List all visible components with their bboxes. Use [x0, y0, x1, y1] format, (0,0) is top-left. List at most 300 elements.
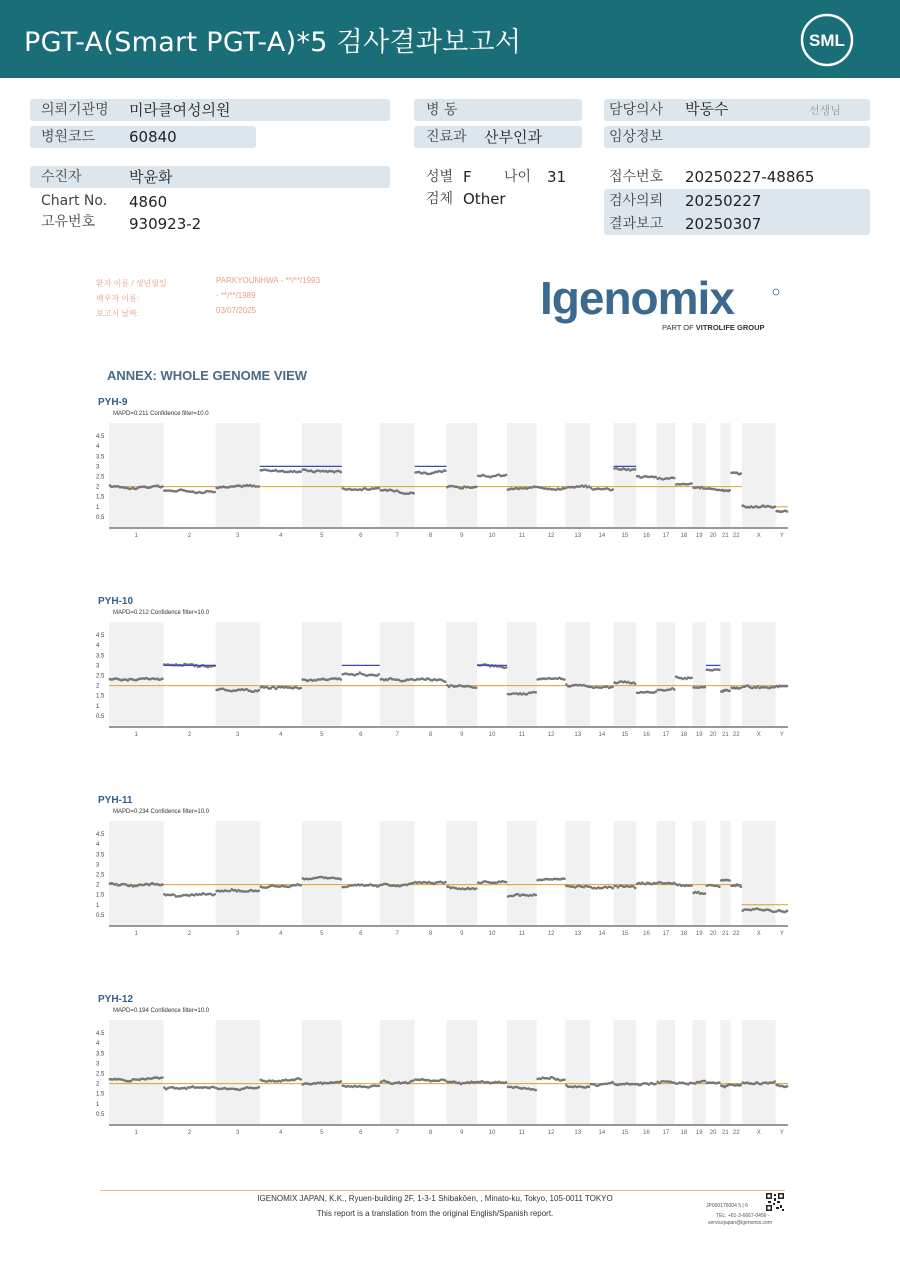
x-tick-label: 4 — [279, 931, 283, 937]
x-tick-label: 14 — [598, 533, 606, 539]
y-tick-label: 2 — [96, 683, 100, 690]
chromosome-band — [720, 423, 730, 527]
x-tick-label: 5 — [320, 533, 324, 539]
x-tick-label: 3 — [236, 1130, 240, 1136]
data-point — [704, 1080, 707, 1083]
sml-logo-icon — [800, 13, 854, 67]
data-point — [258, 890, 261, 893]
footer-divider — [100, 1190, 785, 1191]
x-tick-label: 18 — [680, 1130, 688, 1136]
data-point — [378, 673, 381, 676]
x-tick-label: 17 — [662, 1130, 670, 1136]
specimen-label: 검체 — [426, 191, 454, 207]
doctor-value: 박동수 — [685, 100, 729, 118]
x-tick-label: 16 — [643, 533, 650, 539]
sex-value: F — [463, 168, 472, 186]
x-tick-label: 15 — [621, 732, 629, 738]
x-tick-label: 16 — [643, 732, 650, 738]
x-tick-label: X — [756, 931, 761, 937]
y-tick-label: 4 — [96, 444, 100, 451]
y-tick-label: 3.5 — [96, 1051, 105, 1058]
data-point — [505, 881, 508, 884]
x-tick-label: 6 — [359, 931, 363, 937]
report-date-label: 결과보고 — [609, 216, 664, 232]
y-tick-label: 3 — [96, 464, 100, 471]
y-tick-label: 2.5 — [96, 1071, 105, 1078]
sample-chart-pyh-10 — [96, 596, 796, 746]
x-tick-label: 5 — [320, 1130, 324, 1136]
receipt-label: 접수번호 — [609, 169, 664, 185]
x-tick-label: 9 — [460, 1130, 464, 1136]
x-tick-label: 12 — [547, 732, 555, 738]
x-tick-label: 18 — [680, 931, 688, 937]
data-point — [773, 1080, 776, 1083]
igenomix-tagline-brand: VITROLIFE GROUP — [695, 323, 765, 332]
data-point — [340, 878, 343, 881]
footer-tel: TEL: +81-3-6667-0456 - — [716, 1213, 770, 1219]
x-tick-label: 5 — [320, 732, 324, 738]
x-tick-label: 8 — [428, 1130, 433, 1136]
y-tick-label: 1 — [96, 1101, 100, 1108]
partner-value: - **/**/1989 — [216, 291, 256, 300]
unique-no-label: 고유번호 — [41, 214, 96, 230]
chromosome-band — [565, 622, 590, 726]
x-tick-label: 19 — [695, 931, 703, 937]
chromosome-band — [302, 622, 342, 726]
data-point — [475, 887, 478, 890]
y-tick-label: 3.5 — [96, 454, 105, 461]
data-point — [534, 1089, 537, 1092]
chromosome-band — [742, 622, 776, 726]
y-tick-label: 2 — [96, 882, 100, 889]
footer-doc-code: JP000176004 5 | 6 — [706, 1203, 748, 1209]
x-tick-label: 9 — [460, 533, 464, 539]
chromosome-band — [657, 423, 675, 527]
chart-no-value: 4860 — [129, 193, 168, 211]
annex-title: ANNEX: WHOLE GENOME VIEW — [107, 368, 308, 383]
institution-label: 의뢰기관명 — [41, 102, 109, 118]
chromosome-band — [302, 423, 342, 527]
y-tick-label: 2 — [96, 484, 100, 491]
chromosome-band — [693, 821, 706, 925]
sample-mapd: MAPD=0.194 Confidence filter=10.0 — [113, 1008, 210, 1014]
x-tick-label: 9 — [460, 931, 464, 937]
x-tick-label: 15 — [621, 931, 629, 937]
doctor-suffix: 선생님 — [809, 104, 841, 117]
x-tick-label: 7 — [395, 533, 399, 539]
chromosome-band — [380, 1020, 415, 1124]
chromosome-band — [109, 622, 163, 726]
patient-row — [30, 166, 390, 188]
x-tick-label: 20 — [709, 931, 717, 937]
data-point — [563, 1079, 566, 1082]
doctor-label: 담당의사 — [609, 102, 664, 118]
x-tick-label: 13 — [574, 1130, 582, 1136]
x-tick-label: Y — [779, 931, 784, 937]
x-tick-label: 12 — [547, 931, 555, 937]
data-point — [258, 485, 261, 488]
data-point — [728, 690, 731, 693]
sample-mapd: MAPD=0.234 Confidence filter=10.0 — [113, 809, 210, 815]
x-tick-label: 8 — [428, 931, 433, 937]
y-tick-label: 2 — [96, 1081, 100, 1088]
chromosome-band — [565, 423, 590, 527]
sample-chart-pyh-9 — [96, 397, 796, 547]
y-tick-label: 2.5 — [96, 474, 105, 481]
unique-no-value: 930923-2 — [129, 215, 202, 233]
chromosome-band — [302, 821, 342, 925]
chromosome-band — [693, 423, 706, 527]
hospital-code-label: 병원코드 — [41, 129, 96, 145]
chromosome-band — [657, 622, 675, 726]
report-date-value: 20250307 — [685, 215, 762, 233]
chromosome-band — [109, 423, 163, 527]
y-tick-label: 1.5 — [96, 693, 105, 700]
x-tick-label: 6 — [359, 732, 363, 738]
x-tick-label: 2 — [187, 533, 192, 539]
header-bar — [0, 0, 900, 78]
age-label: 나이 — [504, 169, 532, 185]
x-tick-label: 3 — [236, 931, 240, 937]
y-tick-label: 4.5 — [96, 1031, 105, 1038]
footer-translation-note: This report is a translation from the original English/Spanish report. — [316, 1209, 554, 1218]
x-tick-label: 7 — [395, 1130, 399, 1136]
y-tick-label: 1 — [96, 703, 100, 710]
y-tick-label: 4.5 — [96, 832, 105, 839]
x-tick-label: 1 — [134, 732, 138, 738]
x-tick-label: 18 — [680, 732, 688, 738]
chromosome-band — [720, 1020, 730, 1124]
data-point — [588, 1085, 591, 1088]
genome-plot — [96, 1016, 796, 1141]
x-tick-label: 12 — [547, 1130, 555, 1136]
chromosome-band — [507, 1020, 537, 1124]
y-tick-label: 2.5 — [96, 872, 105, 879]
x-tick-label: 20 — [709, 533, 717, 539]
data-point — [475, 687, 478, 690]
y-tick-label: 3.5 — [96, 852, 105, 859]
data-point — [444, 681, 447, 684]
data-point — [534, 691, 537, 694]
x-tick-label: 1 — [134, 931, 138, 937]
chromosome-band — [720, 821, 730, 925]
data-point — [534, 894, 537, 897]
data-point — [786, 685, 789, 688]
sample-mapd: MAPD=0.212 Confidence filter=10.0 — [113, 610, 210, 616]
data-point — [634, 887, 637, 890]
y-tick-label: 4 — [96, 1041, 100, 1048]
x-tick-label: 7 — [395, 931, 399, 937]
y-tick-label: 1.5 — [96, 892, 105, 899]
x-tick-label: 20 — [709, 732, 717, 738]
x-tick-label: 4 — [279, 1130, 283, 1136]
x-tick-label: 4 — [279, 533, 283, 539]
ward-label: 병 동 — [426, 102, 458, 118]
x-tick-label: 4 — [279, 732, 283, 738]
data-point — [740, 1084, 743, 1087]
data-point — [728, 879, 731, 882]
chromosome-band — [380, 821, 415, 925]
chromosome-band — [216, 821, 260, 925]
chromosome-band — [446, 423, 477, 527]
x-tick-label: 11 — [518, 533, 525, 539]
chromosome-band — [446, 821, 477, 925]
x-tick-label: X — [756, 533, 761, 539]
data-point — [161, 677, 164, 680]
x-tick-label: 20 — [709, 1130, 717, 1136]
sample-mapd: MAPD=0.211 Confidence filter=10.0 — [113, 411, 209, 417]
specimen-value: Other — [463, 190, 506, 208]
y-tick-label: 0.5 — [96, 713, 105, 720]
qr-code-icon — [765, 1192, 785, 1212]
data-point — [258, 689, 261, 692]
chromosome-band — [657, 821, 675, 925]
x-tick-label: 22 — [732, 732, 740, 738]
report-date-meta-value: 03/07/2025 — [216, 306, 257, 315]
x-tick-label: 11 — [518, 732, 525, 738]
x-tick-label: 15 — [621, 533, 629, 539]
data-point — [786, 510, 789, 513]
data-point — [740, 885, 743, 888]
genome-plot — [96, 817, 796, 942]
data-point — [340, 471, 343, 474]
data-point — [611, 1081, 614, 1084]
chromosome-band — [380, 622, 415, 726]
x-tick-label: 13 — [574, 931, 582, 937]
y-tick-label: 3 — [96, 862, 100, 869]
chromosome-band — [216, 1020, 260, 1124]
x-tick-label: 22 — [732, 931, 740, 937]
y-tick-label: 0.5 — [96, 912, 105, 919]
x-tick-label: 10 — [488, 732, 496, 738]
x-tick-label: 14 — [598, 732, 606, 738]
sex-label: 성별 — [426, 169, 454, 185]
age-value: 31 — [547, 168, 567, 186]
data-point — [340, 678, 343, 681]
data-point — [786, 910, 789, 913]
sml-logo-text: SML — [809, 31, 845, 50]
data-point — [611, 686, 614, 689]
y-tick-label: 4 — [96, 643, 100, 650]
data-point — [258, 1086, 261, 1089]
partner-label: 배우자 이름: — [96, 294, 140, 303]
data-point — [704, 892, 707, 895]
chromosome-band — [742, 1020, 776, 1124]
svg-text:PART OF VITROLIFE GROUP — [662, 323, 765, 332]
x-tick-label: X — [756, 1130, 761, 1136]
data-point — [300, 687, 303, 690]
data-point — [690, 482, 693, 485]
chromosome-band — [565, 1020, 590, 1124]
chromosome-band — [742, 423, 776, 527]
report-date-meta-label: 보고서 날짜: — [96, 309, 140, 318]
x-tick-label: 8 — [428, 533, 433, 539]
x-tick-label: 2 — [187, 732, 192, 738]
x-tick-label: 19 — [695, 533, 703, 539]
data-point — [563, 878, 566, 881]
x-tick-label: 16 — [643, 931, 650, 937]
data-point — [611, 488, 614, 491]
data-point — [412, 492, 415, 495]
y-tick-label: 3.5 — [96, 653, 105, 660]
x-tick-label: 13 — [574, 732, 582, 738]
receipt-value: 20250227-48865 — [685, 168, 815, 186]
data-point — [213, 893, 216, 896]
data-point — [378, 487, 381, 490]
data-point — [161, 485, 164, 488]
patient-name-value: PARKYOUNHWA - **/**/1993 — [216, 276, 321, 285]
x-tick-label: 12 — [547, 533, 555, 539]
y-tick-label: 3 — [96, 1061, 100, 1068]
x-tick-label: 5 — [320, 931, 324, 937]
data-point — [634, 468, 637, 471]
x-tick-label: 6 — [359, 533, 363, 539]
patient-name-label: 환자 이름 / 생년월일 — [96, 279, 167, 288]
data-point — [718, 885, 721, 888]
data-point — [704, 686, 707, 689]
x-tick-label: 8 — [428, 732, 433, 738]
data-point — [505, 666, 508, 669]
report-title: PGT-A(Smart PGT-A)*5 검사결과보고서 — [24, 27, 522, 58]
x-tick-label: Y — [779, 732, 784, 738]
genome-plot — [96, 419, 796, 544]
x-tick-label: 9 — [460, 732, 464, 738]
data-point — [300, 884, 303, 887]
sample-title: PYH-9 — [98, 397, 128, 408]
x-tick-label: 10 — [488, 1130, 496, 1136]
x-tick-label: 11 — [518, 1130, 525, 1136]
y-tick-label: 0.5 — [96, 1111, 105, 1118]
data-point — [563, 678, 566, 681]
data-point — [673, 477, 676, 480]
data-point — [444, 470, 447, 473]
chromosome-band — [446, 622, 477, 726]
x-tick-label: 17 — [662, 732, 670, 738]
y-tick-label: 1 — [96, 504, 100, 511]
patient-value: 박윤화 — [129, 168, 173, 186]
x-tick-label: 14 — [598, 1130, 606, 1136]
chart-no-label: Chart No. — [41, 193, 108, 209]
y-tick-label: 4.5 — [96, 434, 105, 441]
data-point — [718, 669, 721, 672]
x-tick-label: 21 — [722, 931, 729, 937]
y-tick-label: 4.5 — [96, 633, 105, 640]
data-point — [475, 486, 478, 489]
data-point — [690, 884, 693, 887]
y-tick-label: 2.5 — [96, 673, 105, 680]
y-tick-label: 1 — [96, 902, 100, 909]
data-point — [654, 1083, 657, 1086]
sample-title: PYH-11 — [98, 795, 133, 806]
chromosome-band — [614, 423, 637, 527]
data-point — [634, 683, 637, 686]
x-tick-label: 15 — [621, 1130, 629, 1136]
chromosome-band — [507, 423, 537, 527]
y-tick-label: 3 — [96, 663, 100, 670]
chromosome-band — [693, 1020, 706, 1124]
data-point — [773, 505, 776, 508]
x-tick-label: X — [756, 732, 761, 738]
chromosome-band — [693, 622, 706, 726]
x-tick-label: 17 — [662, 931, 670, 937]
data-point — [740, 472, 743, 475]
x-tick-label: 21 — [722, 1130, 729, 1136]
chromosome-band — [614, 821, 637, 925]
chromosome-band — [614, 622, 637, 726]
data-point — [300, 470, 303, 473]
x-tick-label: 22 — [732, 533, 740, 539]
chromosome-band — [507, 821, 537, 925]
data-point — [718, 1081, 721, 1084]
x-tick-label: 6 — [359, 1130, 363, 1136]
data-point — [340, 1080, 343, 1083]
sample-title: PYH-12 — [98, 994, 134, 1005]
data-point — [161, 1076, 164, 1079]
x-tick-label: 13 — [574, 533, 582, 539]
x-tick-label: 2 — [187, 931, 192, 937]
chromosome-band — [720, 622, 730, 726]
x-tick-label: 17 — [662, 533, 670, 539]
data-point — [786, 1085, 789, 1088]
x-tick-label: 19 — [695, 1130, 703, 1136]
x-tick-label: 3 — [236, 732, 240, 738]
x-tick-label: 1 — [134, 533, 138, 539]
x-tick-label: 7 — [395, 732, 399, 738]
y-tick-label: 1.5 — [96, 1091, 105, 1098]
data-point — [378, 1085, 381, 1088]
data-point — [505, 474, 508, 477]
x-tick-label: 16 — [643, 1130, 650, 1136]
department-label: 진료과 — [426, 129, 467, 145]
data-point — [728, 489, 731, 492]
y-tick-label: 4 — [96, 842, 100, 849]
y-tick-label: 1.5 — [96, 494, 105, 501]
footer-email: servicejapan@igenomix.com — [708, 1220, 772, 1226]
x-tick-label: 1 — [134, 1130, 138, 1136]
request-value: 20250227 — [685, 192, 762, 210]
department-value: 산부인과 — [484, 128, 542, 146]
x-tick-label: 10 — [488, 931, 496, 937]
hospital-code-value: 60840 — [129, 128, 177, 146]
genome-plot — [96, 618, 796, 743]
chromosome-band — [565, 821, 590, 925]
x-tick-label: 21 — [722, 533, 729, 539]
x-tick-label: 3 — [236, 533, 240, 539]
x-tick-label: 2 — [187, 1130, 192, 1136]
x-tick-label: 14 — [598, 931, 606, 937]
data-point — [673, 688, 676, 691]
footer-address: IGENOMIX JAPAN, K.K., Ryuen-building 2F, 1-3-1 Shibakōen, , Minato-ku, Tokyo, 105-0011 TOKYO — [257, 1194, 613, 1203]
y-tick-label: 0.5 — [96, 514, 105, 521]
x-tick-label: Y — [779, 1130, 784, 1136]
data-point — [444, 881, 447, 884]
data-point — [300, 1078, 303, 1081]
data-point — [161, 883, 164, 886]
data-point — [611, 887, 614, 890]
chromosome-band — [216, 423, 260, 527]
sample-title: PYH-10 — [98, 596, 134, 607]
chromosome-band — [657, 1020, 675, 1124]
x-tick-label: 11 — [518, 931, 525, 937]
data-point — [654, 476, 657, 479]
chromosome-band — [216, 622, 260, 726]
x-tick-label: 19 — [695, 732, 703, 738]
clinical-label: 임상정보 — [609, 129, 664, 145]
chromosome-band — [302, 1020, 342, 1124]
chromosome-band — [380, 423, 415, 527]
igenomix-logo-icon — [540, 274, 790, 336]
x-tick-label: 18 — [680, 533, 688, 539]
